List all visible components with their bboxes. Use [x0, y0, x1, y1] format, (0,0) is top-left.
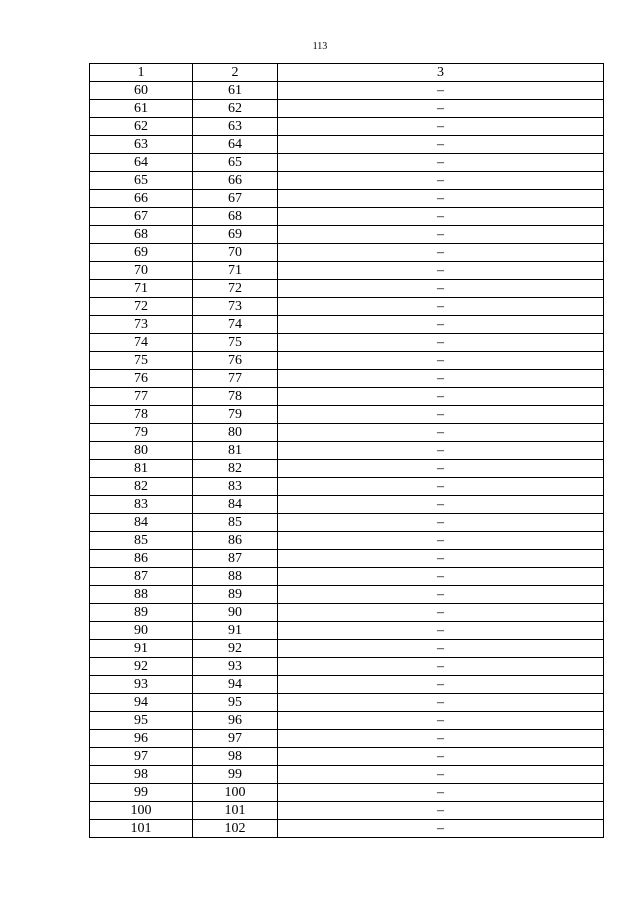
table-cell-col-3: – — [278, 586, 604, 604]
table-row — [90, 478, 604, 496]
table-row — [90, 550, 604, 568]
table-cell-col-3: – — [278, 154, 604, 172]
table-cell-col-2: 99 — [193, 766, 278, 784]
table-cell-col-2: 100 — [193, 784, 278, 802]
table-cell-col-3: – — [278, 802, 604, 820]
table-row — [90, 244, 604, 262]
table-row — [90, 370, 604, 388]
table-row — [90, 280, 604, 298]
table-row — [90, 262, 604, 280]
table-cell-col-1: 68 — [90, 226, 193, 244]
table-row — [90, 100, 604, 118]
table-cell-col-2: 77 — [193, 370, 278, 388]
table-row — [90, 334, 604, 352]
table-cell-col-1: 95 — [90, 712, 193, 730]
table-cell-col-1: 98 — [90, 766, 193, 784]
table-cell-col-3: – — [278, 604, 604, 622]
table-cell-col-1: 99 — [90, 784, 193, 802]
table-row — [90, 658, 604, 676]
table-cell-col-1: 65 — [90, 172, 193, 190]
data-table — [89, 63, 604, 838]
table-cell-col-3: – — [278, 100, 604, 118]
table-cell-col-3: – — [278, 82, 604, 100]
table-cell-col-2: 96 — [193, 712, 278, 730]
table-cell-col-2: 83 — [193, 478, 278, 496]
table-cell-col-3: – — [278, 226, 604, 244]
table-cell-col-2: 95 — [193, 694, 278, 712]
table-cell-col-1: 69 — [90, 244, 193, 262]
table-cell-col-1: 85 — [90, 532, 193, 550]
table-cell-col-3: – — [278, 316, 604, 334]
table-header-row — [90, 64, 604, 82]
table-row — [90, 388, 604, 406]
table-cell-col-2: 62 — [193, 100, 278, 118]
table-cell-col-2: 64 — [193, 136, 278, 154]
table-cell-col-1: 82 — [90, 478, 193, 496]
column-header-3: 3 — [278, 64, 604, 82]
table-cell-col-3: – — [278, 424, 604, 442]
table-cell-col-2: 85 — [193, 514, 278, 532]
table-cell-col-1: 64 — [90, 154, 193, 172]
table-cell-col-2: 86 — [193, 532, 278, 550]
table-cell-col-3: – — [278, 640, 604, 658]
table-row — [90, 226, 604, 244]
table-cell-col-1: 94 — [90, 694, 193, 712]
table-cell-col-3: – — [278, 694, 604, 712]
table-cell-col-1: 74 — [90, 334, 193, 352]
table-cell-col-3: – — [278, 496, 604, 514]
table-cell-col-3: – — [278, 190, 604, 208]
table-row — [90, 424, 604, 442]
table-row — [90, 730, 604, 748]
table-cell-col-3: – — [278, 334, 604, 352]
table-cell-col-2: 90 — [193, 604, 278, 622]
table-cell-col-3: – — [278, 658, 604, 676]
table-cell-col-1: 60 — [90, 82, 193, 100]
table-cell-col-2: 76 — [193, 352, 278, 370]
table-cell-col-2: 102 — [193, 820, 278, 838]
table-body — [90, 82, 604, 838]
table-cell-col-2: 66 — [193, 172, 278, 190]
table-cell-col-3: – — [278, 298, 604, 316]
table-row — [90, 766, 604, 784]
table-row — [90, 802, 604, 820]
table-cell-col-3: – — [278, 568, 604, 586]
table-cell-col-2: 82 — [193, 460, 278, 478]
table-cell-col-3: – — [278, 532, 604, 550]
table-row — [90, 586, 604, 604]
table-cell-col-3: – — [278, 730, 604, 748]
table-cell-col-3: – — [278, 712, 604, 730]
table-cell-col-2: 84 — [193, 496, 278, 514]
table-cell-col-2: 61 — [193, 82, 278, 100]
table-cell-col-1: 92 — [90, 658, 193, 676]
table-cell-col-1: 89 — [90, 604, 193, 622]
table-cell-col-3: – — [278, 766, 604, 784]
table-cell-col-2: 98 — [193, 748, 278, 766]
table-row — [90, 676, 604, 694]
table-cell-col-2: 73 — [193, 298, 278, 316]
table-row — [90, 208, 604, 226]
table-cell-col-3: – — [278, 478, 604, 496]
table-cell-col-2: 93 — [193, 658, 278, 676]
table-cell-col-2: 101 — [193, 802, 278, 820]
table-cell-col-1: 84 — [90, 514, 193, 532]
table-row — [90, 316, 604, 334]
table-cell-col-2: 87 — [193, 550, 278, 568]
table-row — [90, 118, 604, 136]
table-cell-col-1: 67 — [90, 208, 193, 226]
table-row — [90, 82, 604, 100]
table-cell-col-2: 79 — [193, 406, 278, 424]
table-cell-col-3: – — [278, 172, 604, 190]
table-cell-col-3: – — [278, 370, 604, 388]
table-cell-col-1: 91 — [90, 640, 193, 658]
table-row — [90, 694, 604, 712]
table-cell-col-2: 78 — [193, 388, 278, 406]
table-row — [90, 406, 604, 424]
table-cell-col-2: 71 — [193, 262, 278, 280]
table-cell-col-2: 68 — [193, 208, 278, 226]
table-cell-col-1: 86 — [90, 550, 193, 568]
table-row — [90, 568, 604, 586]
table-cell-col-1: 61 — [90, 100, 193, 118]
table-cell-col-1: 81 — [90, 460, 193, 478]
table-cell-col-3: – — [278, 136, 604, 154]
table-row — [90, 784, 604, 802]
table-cell-col-1: 100 — [90, 802, 193, 820]
table-row — [90, 514, 604, 532]
column-header-1: 1 — [90, 64, 193, 82]
table-cell-col-1: 80 — [90, 442, 193, 460]
table-cell-col-2: 88 — [193, 568, 278, 586]
table-cell-col-3: – — [278, 820, 604, 838]
table-cell-col-3: – — [278, 244, 604, 262]
table-cell-col-1: 101 — [90, 820, 193, 838]
table-cell-col-2: 94 — [193, 676, 278, 694]
table-cell-col-3: – — [278, 622, 604, 640]
table-row — [90, 748, 604, 766]
table-cell-col-1: 66 — [90, 190, 193, 208]
column-header-2: 2 — [193, 64, 278, 82]
table-cell-col-1: 88 — [90, 586, 193, 604]
table-cell-col-1: 78 — [90, 406, 193, 424]
table-cell-col-3: – — [278, 118, 604, 136]
table-cell-col-3: – — [278, 406, 604, 424]
table-row — [90, 460, 604, 478]
table-cell-col-1: 77 — [90, 388, 193, 406]
table-row — [90, 820, 604, 838]
table-row — [90, 352, 604, 370]
table-cell-col-3: – — [278, 460, 604, 478]
table-cell-col-3: – — [278, 262, 604, 280]
table-row — [90, 298, 604, 316]
table-cell-col-2: 80 — [193, 424, 278, 442]
table-cell-col-2: 67 — [193, 190, 278, 208]
table-cell-col-3: – — [278, 352, 604, 370]
table-cell-col-1: 96 — [90, 730, 193, 748]
table-row — [90, 496, 604, 514]
table-cell-col-2: 70 — [193, 244, 278, 262]
table-cell-col-1: 62 — [90, 118, 193, 136]
table-cell-col-1: 70 — [90, 262, 193, 280]
table-cell-col-2: 72 — [193, 280, 278, 298]
table-cell-col-1: 93 — [90, 676, 193, 694]
table-cell-col-1: 75 — [90, 352, 193, 370]
table-cell-col-2: 65 — [193, 154, 278, 172]
table-cell-col-1: 97 — [90, 748, 193, 766]
table-cell-col-1: 71 — [90, 280, 193, 298]
table-cell-col-1: 79 — [90, 424, 193, 442]
table-cell-col-3: – — [278, 388, 604, 406]
page-number: 113 — [312, 41, 328, 52]
table-cell-col-2: 89 — [193, 586, 278, 604]
table-row — [90, 622, 604, 640]
table-cell-col-3: – — [278, 280, 604, 298]
table-cell-col-2: 81 — [193, 442, 278, 460]
table-cell-col-2: 69 — [193, 226, 278, 244]
table-cell-col-2: 63 — [193, 118, 278, 136]
table-cell-col-2: 97 — [193, 730, 278, 748]
table-cell-col-1: 90 — [90, 622, 193, 640]
table-cell-col-3: – — [278, 208, 604, 226]
table-row — [90, 154, 604, 172]
table-cell-col-3: – — [278, 676, 604, 694]
table-cell-col-3: – — [278, 442, 604, 460]
table-cell-col-3: – — [278, 550, 604, 568]
table-cell-col-1: 63 — [90, 136, 193, 154]
table-row — [90, 172, 604, 190]
table-row — [90, 190, 604, 208]
table-cell-col-2: 75 — [193, 334, 278, 352]
table-cell-col-2: 74 — [193, 316, 278, 334]
table-cell-col-3: – — [278, 748, 604, 766]
table-cell-col-1: 83 — [90, 496, 193, 514]
table-cell-col-1: 72 — [90, 298, 193, 316]
table-row — [90, 640, 604, 658]
table-cell-col-3: – — [278, 514, 604, 532]
table-cell-col-1: 87 — [90, 568, 193, 586]
table-row — [90, 442, 604, 460]
table-cell-col-2: 91 — [193, 622, 278, 640]
table-cell-col-1: 76 — [90, 370, 193, 388]
table-cell-col-3: – — [278, 784, 604, 802]
table-row — [90, 532, 604, 550]
table-row — [90, 712, 604, 730]
table-row — [90, 136, 604, 154]
table-cell-col-2: 92 — [193, 640, 278, 658]
table-cell-col-1: 73 — [90, 316, 193, 334]
table-row — [90, 604, 604, 622]
